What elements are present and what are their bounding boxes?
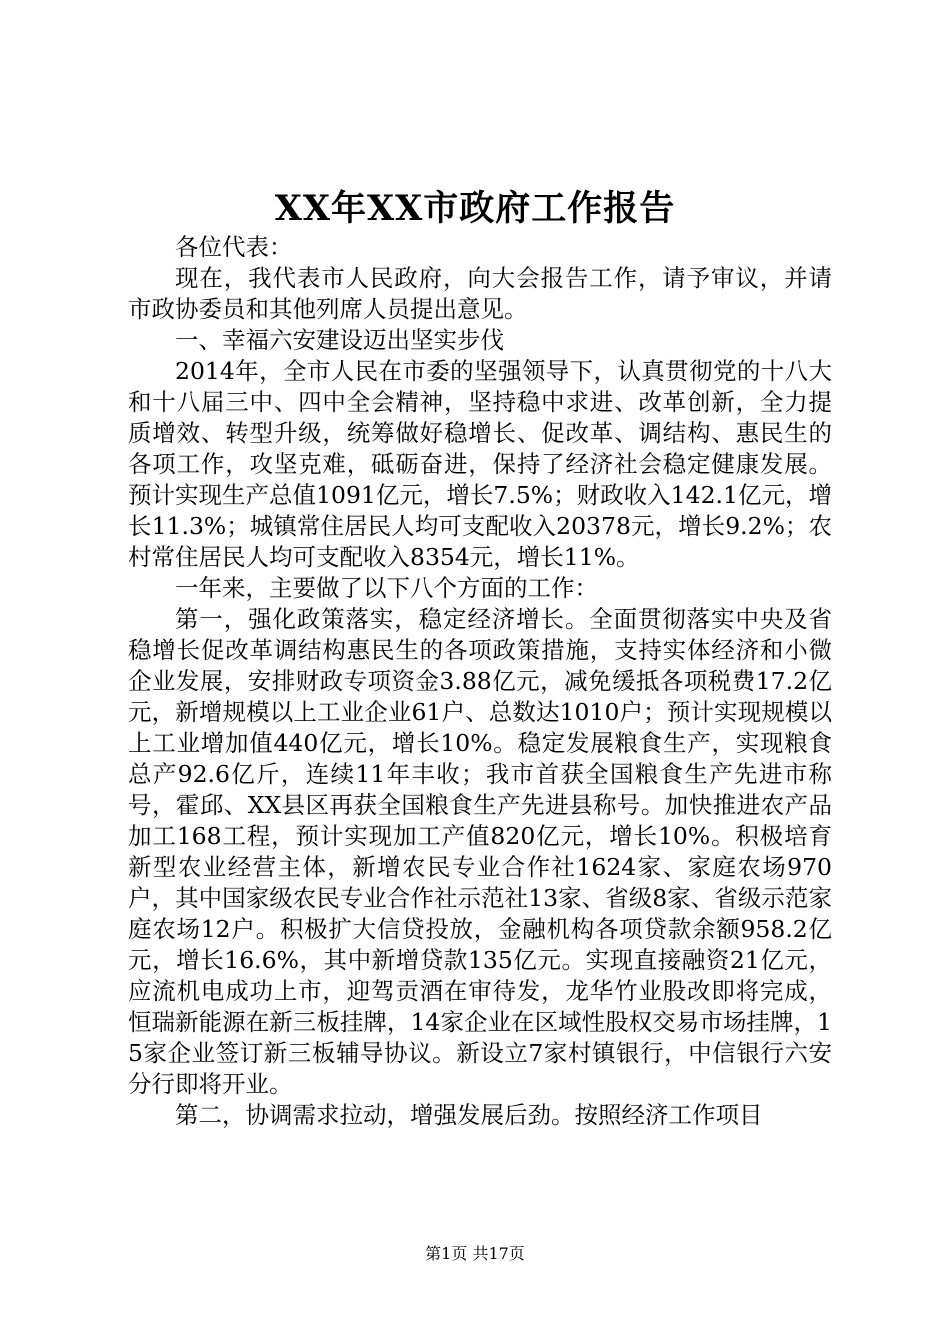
work-overview-paragraph: 一年来，主要做了以下八个方面的工作： (175, 574, 598, 602)
intro-paragraph: 现在，我代表市人民政府，向大会报告工作，请予审议，并请市政协委员和其他列席人员提出意见。 (128, 264, 832, 323)
page-number: 第1页 共17页 (425, 1244, 525, 1263)
document-body (128, 232, 832, 1131)
section-heading: 一、幸福六安建设迈出坚实步伐 (175, 326, 504, 354)
salutation-paragraph: 各位代表： (175, 233, 293, 261)
first-point-paragraph: 第一，强化政策落实，稳定经济增长。全面贯彻落实中央及省稳增长促改革调结构惠民生的各项政策措施，支持实体经济和小微企业发展，安排财政专项资金3.88亿元，减免缓抵各项税费17.2亿元，新增规模以上工业企业61户、总数达1010户；预计实现规模以上工业增加值440亿元，增长10%。稳定发展粮食生产，实现粮食总产92.6亿斤，连续11年丰收；我市首获全国粮食生产先进市称号，霍邱、XX县区再获全国粮食生产先进县称号。加快推进农产品加工168工程，预计实现加工产值820亿元，增长10%。积极培育新型农业经营主体，新增农民专业合作社1624家、家庭农场970户，其中国家级农民专业合作社示范社13家、省级8家、省级示范家庭农场12户。积极扩大信贷投放，金融机构各项贷款余额958.2亿元，增长16.6%，其中新增贷款135亿元。实现直接融资21亿元，应流机电成功上市，迎驾贡酒在审待发，龙华竹业股改即将完成，恒瑞新能源在新三板挂牌，14家企业在区域性股权交易市场挂牌，15家企业签订新三板辅导协议。新设立7家村镇银行，中信银行六安分行即将开业。 (128, 605, 832, 1098)
second-point-paragraph: 第二，协调需求拉动，增强发展后劲。按照经济工作项目 (175, 1101, 763, 1129)
document-title: XX年XX市政府工作报告 (274, 188, 676, 229)
summary-paragraph: 2014年，全市人民在市委的坚强领导下，认真贯彻党的十八大和十八届三中、四中全会精神，坚持稳中求进、改革创新，全力提质增效、转型升级，统筹做好稳增长、促改革、调结构、惠民生的各项工作，攻坚克难，砥砺奋进，保持了经济社会稳定健康发展。预计实现生产总值1091亿元，增长7.5%；财政收入142.1亿元，增长11.3%；城镇常住居民人均可支配收入20378元，增长9.2%；农村常住居民人均可支配收入8354元，增长11%。 (128, 357, 832, 571)
